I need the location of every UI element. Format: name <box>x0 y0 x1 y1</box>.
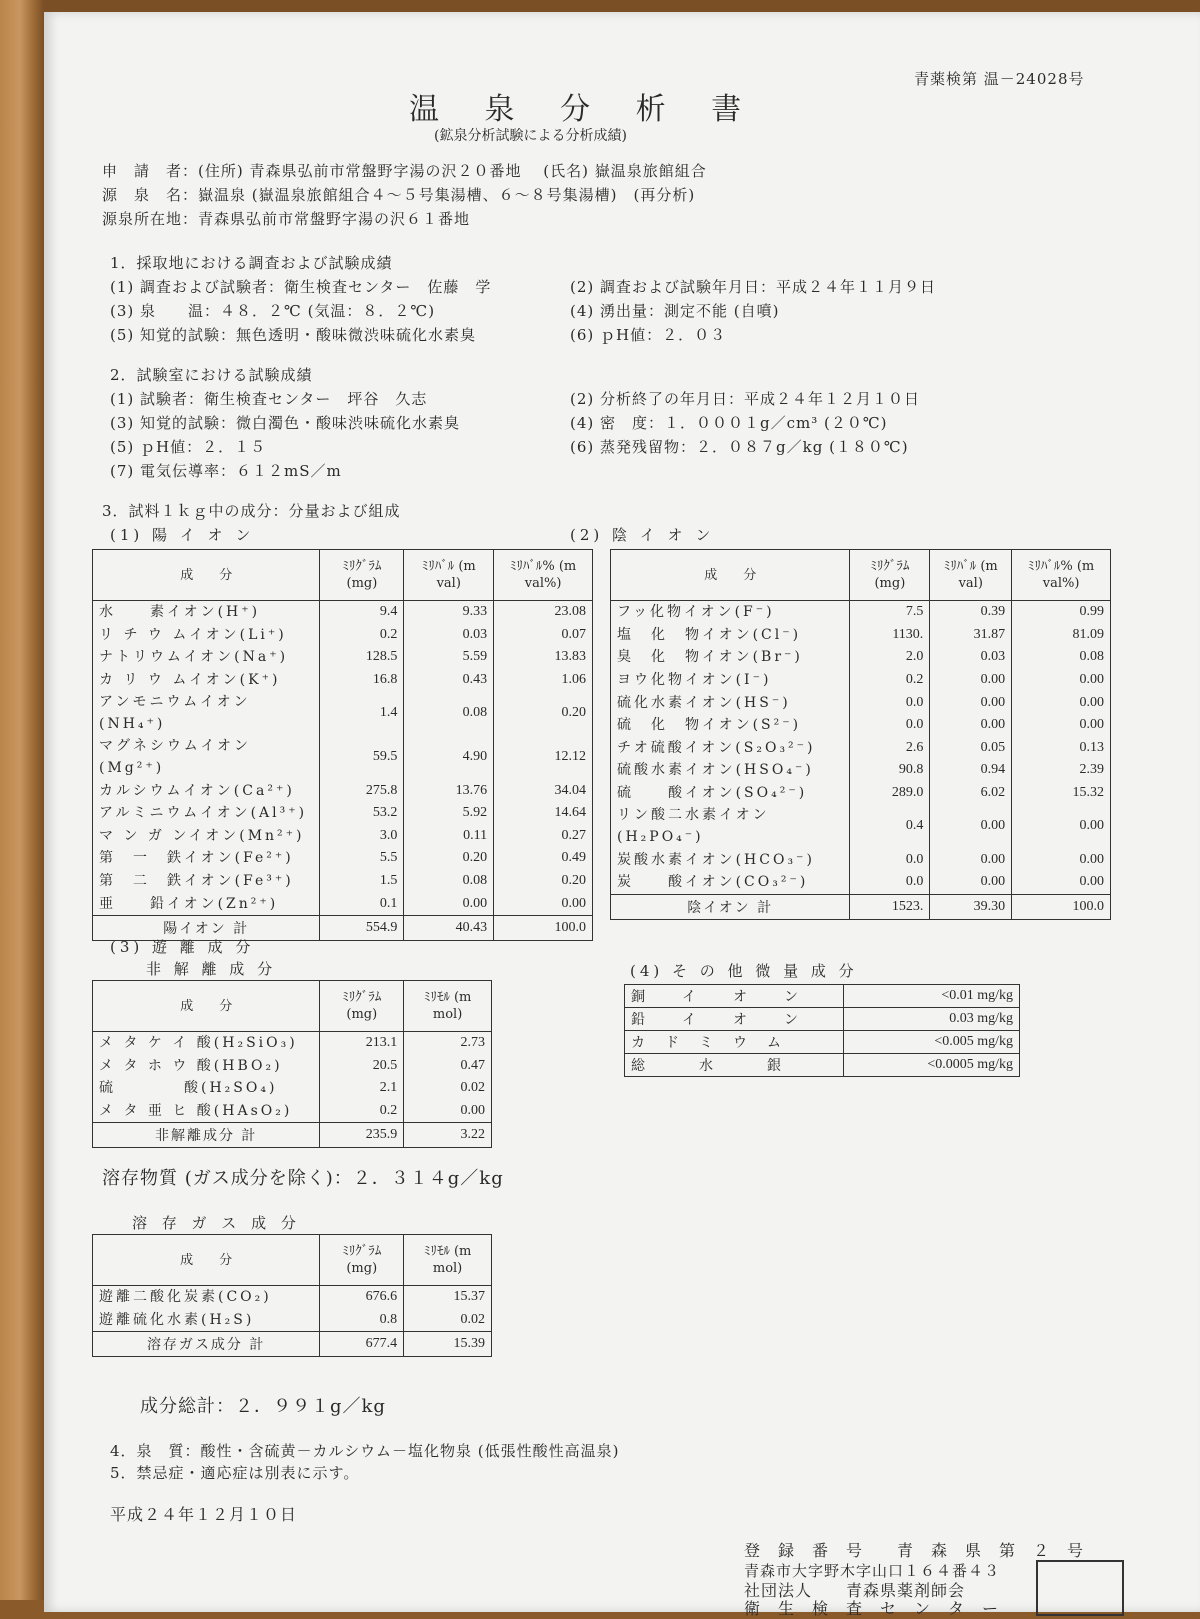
value-cell: 2.0 <box>850 646 930 669</box>
table-row <box>611 691 1111 714</box>
total-mg: 235.9 <box>320 1123 404 1148</box>
document-sheet <box>44 12 1200 1618</box>
component-name: 硫 化 物イオン(S²⁻) <box>611 714 850 737</box>
spring-quality: 4．泉 質：酸性・含硫黄－カルシウム－塩化物泉 (低張性酸性高温泉) <box>110 1442 620 1460</box>
value-cell: 23.08 <box>494 601 593 624</box>
issuer-address: 青森市大字野木字山口１６４番４３ <box>744 1562 1001 1580</box>
value-cell: 16.8 <box>320 669 404 692</box>
value-cell: 0.05 <box>930 737 1012 760</box>
value-cell: 0.0 <box>850 691 930 714</box>
sec2-item: (5) ｐH値：２．１５ <box>110 438 267 456</box>
value-cell: 0.2 <box>850 669 930 692</box>
source-name-line: 源 泉 名：嶽温泉 (嶽温泉旅館組合４～５号集湯槽、６～８号集湯槽) (再分析) <box>102 186 696 204</box>
value-cell: 213.1 <box>320 1032 404 1055</box>
value-cell: 0.00 <box>404 892 494 915</box>
cation-caption: (1) 陽 イ オ ン <box>110 526 255 544</box>
table-row <box>93 1055 492 1078</box>
component-name: フッ化物イオン(F⁻) <box>611 601 850 624</box>
official-seal <box>1036 1560 1124 1616</box>
value-cell: 53.2 <box>320 802 404 825</box>
col-header-mg: ﾐﾘｸﾞﾗﾑ (mg) <box>320 550 404 601</box>
value-cell: 0.02 <box>404 1077 492 1100</box>
value-cell: 0.00 <box>1012 804 1111 848</box>
value-cell: 7.5 <box>850 601 930 624</box>
value-cell: 2.73 <box>404 1032 492 1055</box>
value-cell: 0.47 <box>404 1055 492 1078</box>
doc-number: 青薬検第 温－24028号 <box>914 70 1085 88</box>
table-row <box>93 779 593 802</box>
total-mval-pct: 100.0 <box>1012 894 1111 919</box>
table-row <box>93 691 593 735</box>
sec2-item: (4) 密 度：１．０００１g／cm³ (２０℃) <box>570 414 888 432</box>
gas-total-row <box>93 1332 492 1357</box>
value-cell: 0.00 <box>930 669 1012 692</box>
value-cell: 0.0 <box>850 848 930 871</box>
component-name: リン酸二水素イオン(H₂PO₄⁻) <box>611 804 850 848</box>
component-name: 遊離硫化水素(H₂S) <box>93 1309 320 1332</box>
sec2-item: (1) 試験者：衛生検査センター 坪谷 久志 <box>110 390 428 408</box>
table-row <box>93 825 593 848</box>
col-header-name: 成 分 <box>611 550 850 601</box>
table-row <box>93 1286 492 1309</box>
table-row <box>611 848 1111 871</box>
value-cell: 0.07 <box>494 624 593 647</box>
table-row <box>611 871 1111 894</box>
table-row <box>93 802 593 825</box>
component-name: メ タ ケ イ 酸(H₂SiO₃) <box>93 1032 320 1055</box>
col-header-mval-pct: ﾐﾘﾊﾞﾙ% (m val%) <box>1012 550 1111 601</box>
sec1-item: (1) 調査および試験者：衛生検査センター 佐藤 学 <box>110 278 492 296</box>
table-row <box>611 737 1111 760</box>
component-name: チオ硫酸イオン(S₂O₃²⁻) <box>611 737 850 760</box>
value-cell: 0.00 <box>1012 714 1111 737</box>
component-name: ナトリウムイオン(Na⁺) <box>93 646 320 669</box>
table-row <box>625 985 1020 1008</box>
table-row <box>93 870 593 893</box>
value-cell: 0.0 <box>850 714 930 737</box>
total-label: 溶存ガス成分 計 <box>93 1332 320 1357</box>
table-row <box>625 1031 1020 1054</box>
table-row <box>611 714 1111 737</box>
component-name: カルシウムイオン(Ca²⁺) <box>93 779 320 802</box>
sec1-item: (5) 知覚的試験：無色透明・酸味微渋味硫化水素臭 <box>110 326 477 344</box>
value-cell: 13.76 <box>404 779 494 802</box>
component-name: 遊離二酸化炭素(CO₂) <box>93 1286 320 1309</box>
issuer-center: 衛 生 検 査 セ ン タ ー <box>744 1599 1000 1618</box>
table-row <box>611 646 1111 669</box>
value-cell: 0.11 <box>404 825 494 848</box>
table-row <box>93 735 593 779</box>
sec1-item: (2) 調査および試験年月日：平成２４年１１月９日 <box>570 278 937 296</box>
value-cell: 59.5 <box>320 735 404 779</box>
component-name: 硫化水素イオン(HS⁻) <box>611 691 850 714</box>
anion-rows <box>611 601 1111 895</box>
table-row <box>93 1077 492 1100</box>
component-name: アルミニウムイオン(Al³⁺) <box>93 802 320 825</box>
component-name: 炭酸水素イオン(HCO₃⁻) <box>611 848 850 871</box>
source-location-line: 源泉所在地：青森県弘前市常盤野字湯の沢６１番地 <box>102 210 471 228</box>
component-name: ヨウ化物イオン(I⁻) <box>611 669 850 692</box>
sec1-item: (3) 泉 温：４８．２℃ (気温：８．２℃) <box>110 302 436 320</box>
value-cell: 2.39 <box>1012 759 1111 782</box>
value-cell: 0.03 <box>404 624 494 647</box>
value-cell: 12.12 <box>494 735 593 779</box>
table-row <box>625 1054 1020 1077</box>
total-mmol: 3.22 <box>404 1123 492 1148</box>
section3-heading: 3．試料１ｋｇ中の成分：分量および組成 <box>102 502 401 520</box>
sec1-item: (4) 湧出量：測定不能 (自噴) <box>570 302 780 320</box>
component-name: メ タ ホ ウ 酸(HBO₂) <box>93 1055 320 1078</box>
col-header-mg: ﾐﾘｸﾞﾗﾑ (mg) <box>320 1235 404 1286</box>
table-row <box>611 782 1111 805</box>
total-mg: 1523. <box>850 894 930 919</box>
component-name: カ ド ミ ウ ム <box>625 1031 844 1054</box>
value-cell: 0.00 <box>930 714 1012 737</box>
issuer-organization: 社団法人 青森県薬剤師会 <box>744 1581 966 1600</box>
nondissociated-table <box>92 980 492 1148</box>
component-name: 総 水 銀 <box>625 1054 844 1077</box>
value-cell: <0.005 mg/kg <box>844 1031 1020 1054</box>
value-cell: 0.13 <box>1012 737 1111 760</box>
trace-table <box>624 984 1020 1077</box>
value-cell: 9.33 <box>404 601 494 624</box>
value-cell: 15.37 <box>404 1286 492 1309</box>
value-cell: 0.00 <box>930 848 1012 871</box>
component-name: 臭 化 物イオン(Br⁻) <box>611 646 850 669</box>
value-cell: 676.6 <box>320 1286 404 1309</box>
value-cell: 0.00 <box>930 804 1012 848</box>
component-name: 銅 イ オ ン <box>625 985 844 1008</box>
anion-caption: (2) 陰 イ オ ン <box>570 526 715 544</box>
table-row <box>93 1032 492 1055</box>
value-cell: 1.06 <box>494 669 593 692</box>
sec2-item: (2) 分析終了の年月日：平成２４年１２月１０日 <box>570 390 921 408</box>
value-cell: 2.1 <box>320 1077 404 1100</box>
component-name: リ チ ウ ムイオン(Li⁺) <box>93 624 320 647</box>
value-cell: 5.59 <box>404 646 494 669</box>
total-mval: 39.30 <box>930 894 1012 919</box>
component-name: メ タ 亜 ヒ 酸(HAsO₂) <box>93 1100 320 1123</box>
trace-caption: (4) そ の 他 微 量 成 分 <box>630 962 858 980</box>
free-caption: (3) 遊 離 成 分 <box>110 938 255 956</box>
anion-table <box>610 549 1111 920</box>
issue-date: 平成２４年１２月１０日 <box>110 1505 298 1524</box>
table-row <box>93 669 593 692</box>
total-label: 陽イオン 計 <box>93 915 320 940</box>
value-cell: 0.27 <box>494 825 593 848</box>
table-row <box>93 601 593 624</box>
component-name: 硫 酸(H₂SO₄) <box>93 1077 320 1100</box>
section2-heading: 2．試験室における試験成績 <box>110 366 313 384</box>
value-cell: 0.1 <box>320 892 404 915</box>
doc-title: 温 泉 分 析 書 <box>409 92 760 127</box>
value-cell: 9.4 <box>320 601 404 624</box>
col-header-mmol: ﾐﾘﾓﾙ (m mol) <box>404 1235 492 1286</box>
table-row <box>611 601 1111 624</box>
cation-table <box>92 549 593 941</box>
value-cell: 0.00 <box>1012 691 1111 714</box>
value-cell: 0.00 <box>404 1100 492 1123</box>
value-cell: 6.02 <box>930 782 1012 805</box>
value-cell: 0.8 <box>320 1309 404 1332</box>
value-cell: 0.08 <box>1012 646 1111 669</box>
value-cell: 0.2 <box>320 1100 404 1123</box>
total-label: 陰イオン 計 <box>611 894 850 919</box>
component-name: 亜 鉛イオン(Zn²⁺) <box>93 892 320 915</box>
col-header-mval: ﾐﾘﾊﾞﾙ (m val) <box>404 550 494 601</box>
component-name: 炭 酸イオン(CO₃²⁻) <box>611 871 850 894</box>
anion-total-row <box>611 894 1111 919</box>
component-name: マグネシウムイオン(Mg²⁺) <box>93 735 320 779</box>
component-name: 鉛 イ オ ン <box>625 1008 844 1031</box>
value-cell: 15.32 <box>1012 782 1111 805</box>
value-cell: 14.64 <box>494 802 593 825</box>
sec2-item: (6) 蒸発残留物：２．０８７g／kg (１８０℃) <box>570 438 909 456</box>
value-cell: 0.20 <box>494 870 593 893</box>
value-cell: 0.02 <box>404 1309 492 1332</box>
cation-rows <box>93 601 593 916</box>
section1-heading: 1．採取地における調査および試験成績 <box>110 254 393 272</box>
col-header-mmol: ﾐﾘﾓﾙ (m mol) <box>404 981 492 1032</box>
sec2-item: (3) 知覚的試験：微白濁色・酸味渋味硫化水素臭 <box>110 414 461 432</box>
total-mval-pct: 100.0 <box>494 915 593 940</box>
applicant-line: 申 請 者：(住所) 青森県弘前市常盤野字湯の沢２０番地 (氏名) 嶽温泉旅館組合 <box>102 162 707 180</box>
table-row <box>93 624 593 647</box>
value-cell: 0.00 <box>1012 669 1111 692</box>
indications-note: 5．禁忌症・適応症は別表に示す。 <box>110 1464 360 1482</box>
value-cell: 275.8 <box>320 779 404 802</box>
registration-number: 登 録 番 号 青 森 県 第 ２ 号 <box>744 1541 1085 1560</box>
table-row <box>93 1100 492 1123</box>
dissolved-matter: 溶存物質 (ガス成分を除く)：２．３１４g／kg <box>102 1168 504 1189</box>
gas-caption: 溶 存 ガ ス 成 分 <box>132 1214 301 1232</box>
gas-rows <box>93 1286 492 1332</box>
table-row <box>93 646 593 669</box>
col-header-mval: ﾐﾘﾊﾞﾙ (m val) <box>930 550 1012 601</box>
table-row <box>611 624 1111 647</box>
total-mg: 554.9 <box>320 915 404 940</box>
value-cell: 4.90 <box>404 735 494 779</box>
value-cell: 13.83 <box>494 646 593 669</box>
value-cell: 0.00 <box>1012 871 1111 894</box>
value-cell: 0.99 <box>1012 601 1111 624</box>
table-row <box>611 804 1111 848</box>
value-cell: 0.2 <box>320 624 404 647</box>
component-name: 塩 化 物イオン(Cl⁻) <box>611 624 850 647</box>
table-row <box>93 847 593 870</box>
value-cell: <0.0005 mg/kg <box>844 1054 1020 1077</box>
col-header-mg: ﾐﾘｸﾞﾗﾑ (mg) <box>320 981 404 1032</box>
value-cell: 0.4 <box>850 804 930 848</box>
col-header-name: 成 分 <box>93 981 320 1032</box>
component-name: 硫酸水素イオン(HSO₄⁻) <box>611 759 850 782</box>
dissolved-gas-table <box>92 1234 492 1357</box>
value-cell: 0.20 <box>494 691 593 735</box>
component-name: 第 二 鉄イオン(Fe³⁺) <box>93 870 320 893</box>
total-mval: 40.43 <box>404 915 494 940</box>
value-cell: 0.03 mg/kg <box>844 1008 1020 1031</box>
sec1-item: (6) ｐH値：２．０３ <box>570 326 727 344</box>
value-cell: 3.0 <box>320 825 404 848</box>
value-cell: 0.08 <box>404 870 494 893</box>
value-cell: 0.49 <box>494 847 593 870</box>
col-header-mval-pct: ﾐﾘﾊﾞﾙ% (m val%) <box>494 550 593 601</box>
value-cell: 0.00 <box>1012 848 1111 871</box>
value-cell: 31.87 <box>930 624 1012 647</box>
value-cell: 0.20 <box>404 847 494 870</box>
value-cell: 0.0 <box>850 871 930 894</box>
nondissociated-caption: 非 解 離 成 分 <box>146 960 277 978</box>
sec2-item: (7) 電気伝導率：６１２mS／m <box>110 462 342 480</box>
value-cell: 1.5 <box>320 870 404 893</box>
value-cell: 0.03 <box>930 646 1012 669</box>
value-cell: 81.09 <box>1012 624 1111 647</box>
component-name: マ ン ガ ンイオン(Mn²⁺) <box>93 825 320 848</box>
component-name: 硫 酸イオン(SO₄²⁻) <box>611 782 850 805</box>
table-row <box>611 759 1111 782</box>
component-name: 第 一 鉄イオン(Fe²⁺) <box>93 847 320 870</box>
value-cell: 90.8 <box>850 759 930 782</box>
value-cell: 0.00 <box>494 892 593 915</box>
value-cell: 0.00 <box>930 871 1012 894</box>
doc-subtitle: (鉱泉分析試験による分析成績) <box>434 128 627 144</box>
col-header-name: 成 分 <box>93 550 320 601</box>
value-cell: 5.92 <box>404 802 494 825</box>
table-row <box>625 1008 1020 1031</box>
value-cell: 0.39 <box>930 601 1012 624</box>
value-cell: 0.00 <box>930 691 1012 714</box>
value-cell: 128.5 <box>320 646 404 669</box>
col-header-mg: ﾐﾘｸﾞﾗﾑ (mg) <box>850 550 930 601</box>
table-row <box>93 1309 492 1332</box>
nondissociated-total-row <box>93 1123 492 1148</box>
component-name: カ リ ウ ムイオン(K⁺) <box>93 669 320 692</box>
value-cell: 1.4 <box>320 691 404 735</box>
value-cell: 289.0 <box>850 782 930 805</box>
table-row <box>611 669 1111 692</box>
value-cell: 20.5 <box>320 1055 404 1078</box>
value-cell: 0.94 <box>930 759 1012 782</box>
value-cell: 34.04 <box>494 779 593 802</box>
total-label: 非解離成分 計 <box>93 1123 320 1148</box>
total-mmol: 15.39 <box>404 1332 492 1357</box>
col-header-name: 成 分 <box>93 1235 320 1286</box>
value-cell: 1130. <box>850 624 930 647</box>
nondissociated-rows <box>93 1032 492 1123</box>
value-cell: 0.08 <box>404 691 494 735</box>
value-cell: <0.01 mg/kg <box>844 985 1020 1008</box>
value-cell: 5.5 <box>320 847 404 870</box>
value-cell: 2.6 <box>850 737 930 760</box>
trace-rows <box>625 985 1020 1077</box>
table-row <box>93 892 593 915</box>
component-name: 水 素イオン(H⁺) <box>93 601 320 624</box>
value-cell: 0.43 <box>404 669 494 692</box>
component-name: アンモニウムイオン(NH₄⁺) <box>93 691 320 735</box>
grand-total: 成分総計：２．９９１g／kg <box>140 1396 386 1417</box>
total-mg: 677.4 <box>320 1332 404 1357</box>
